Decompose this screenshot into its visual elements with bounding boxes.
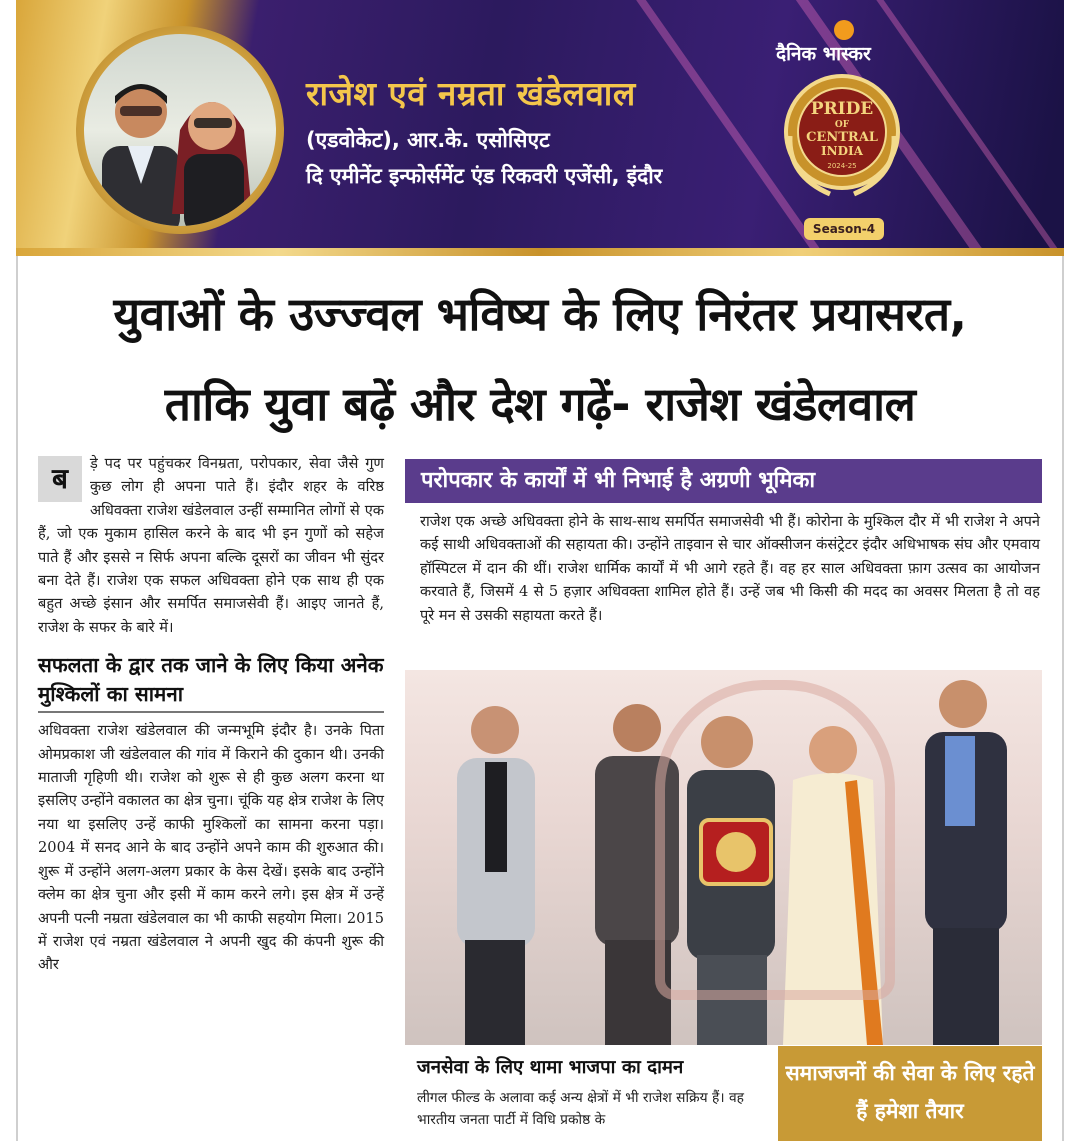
ceremony-illustration bbox=[405, 670, 1042, 1045]
headline-line-2: ताकि युवा बढ़ें और देश गढ़ें- राजेश खंडेलवाल bbox=[164, 377, 916, 431]
intro-paragraph bbox=[38, 452, 384, 639]
bjp-caption-heading: जनसेवा के लिए थामा भाजपा का दामन bbox=[417, 1057, 684, 1078]
body-paragraph: अधिवक्ता राजेश खंडेलवाल की जन्मभूमि इंदौर है। उनके पिता ओमप्रकाश जी खंडेलवाल की गांव में किराने की दुकान थी। उनकी माताजी गृहिणी थी। राजेश को शुरू से ही कुछ अलग करना था इसलिए उन्होंने वकालत का क्षेत्र चुना। चूंकि यह क्षेत्र राजेश के लिए नया था इसलिए उन्हें काफी मुश्किलों का सामना करना पड़ा। 2004 में सनद आने के बाद उन्होंने अपने काम की शुरुआत की। शुरू में उन्होंने अलग-अलग प्रकार के केस देखें। इसके बाद उन्होंने क्लेम का क्षेत्र चुना और इसी में काम करने लगे। इस क्षेत्र में उन्हें अपनी पत्नी नम्रता खंडेलवाल का भी काफी सहयोग मिला। 2015 में राजेश एवं नम्रता खंडेलवाल ने अपनी खुद की कंपनी शुरू की और bbox=[38, 722, 384, 974]
pride-award-badge bbox=[780, 66, 904, 206]
intro-text: ड़े पद पर पहुंचकर विनम्रता, परोपकार, सेवा जैसे गुण कुछ लोग ही अपना पाते हैं। इंदौर शहर के वरिष्ठ अधिवक्ता राजेश खंडेलवाल उन्हीं सम्मानित लोगों से एक हैं, जो एक मुकाम हासिल करने के बाद भी इन गुणों को सहेज पाते हैं और इससे न सिर्फ अपना बल्कि दूसरों का जीवन भी सुंदर बना देते हैं। राजेश एक सफल अधिवक्ता होने एक साथ ही एक बहुत अच्छे इंसान और समर्पित समाजसेवी हैं। आइए जानते हैं, राजेश के सफर के बारे में। bbox=[38, 455, 384, 636]
light-beam bbox=[876, 0, 1064, 256]
badge-india: INDIA bbox=[821, 144, 863, 158]
publisher-logo: दैनिक भास्कर bbox=[776, 43, 871, 65]
couple-portrait bbox=[76, 26, 284, 234]
award-ceremony-photo bbox=[405, 670, 1042, 1045]
badge-of: OF bbox=[834, 120, 850, 130]
badge-year: 2024-25 bbox=[827, 162, 857, 170]
badge-pride: PRIDE bbox=[810, 99, 874, 119]
philanthropy-heading: परोपकार के कार्यों में भी निभाई है अग्रणी भूमिका bbox=[405, 459, 1042, 503]
banner-designation: (एडवोकेट), आर.के. एसोसिएट bbox=[306, 128, 550, 152]
headline-line-1: युवाओं के उज्ज्वल भविष्य के लिए निरंतर प्रयासरत, bbox=[113, 287, 967, 341]
header-banner bbox=[16, 0, 1064, 256]
portrait-photo bbox=[84, 34, 276, 226]
banner-names: राजेश एवं नम्रता खंडेलवाल bbox=[306, 74, 636, 113]
season-label: Season-4 bbox=[804, 218, 884, 240]
couple-illustration bbox=[84, 34, 276, 226]
badge-central: CENTRAL bbox=[806, 130, 878, 145]
bjp-caption bbox=[405, 1046, 773, 1141]
bjp-caption-text: लीगल फील्ड के अलावा कई अन्य क्षेत्रों में भी राजेश सक्रिय हैं। वह भारतीय जनता पार्टी में विधि प्रकोष्ठ के bbox=[417, 1090, 744, 1128]
banner-agency: दि एमीनेंट इन्फोर्समेंट एंड रिकवरी एजेंसी, इंदौर bbox=[306, 164, 663, 188]
service-box-heading: समाजजनों की सेवा के लिए रहते हैं हमेशा तैयार bbox=[778, 1046, 1042, 1141]
sun-icon bbox=[834, 20, 854, 40]
drop-cap: ब bbox=[38, 456, 82, 502]
left-column bbox=[38, 452, 384, 977]
philanthropy-paragraph: राजेश एक अच्छे अधिवक्ता होने के साथ-साथ समर्पित समाजसेवी भी हैं। कोरोना के मुश्किल दौर में भी राजेश ने अपने कई साथी अधिवक्ताओं की सहायता की। उन्होंने ताइवान से चार ऑक्सीजन कंसंट्रेटर इंदौर अधिभाषक संघ और एमवाय हॉस्पिटल में दान की थीं। राजेश धार्मिक कार्यों में भी आगे रहते हैं। वह हर साल अधिवक्ता फ़ाग उत्सव का आयोजन करवाते हैं, जिसमें 4 से 5 हज़ार अधिवक्ता शामिल होते हैं। उन्हें जब भी किसी की मदद का अवसर मिलता है तो वह पूरे मन से उसकी सहायता करते हैं। bbox=[420, 513, 1040, 624]
section-subheading: सफलता के द्वार तक जाने के लिए किया अनेक मुश्किलों का सामना bbox=[38, 651, 384, 713]
